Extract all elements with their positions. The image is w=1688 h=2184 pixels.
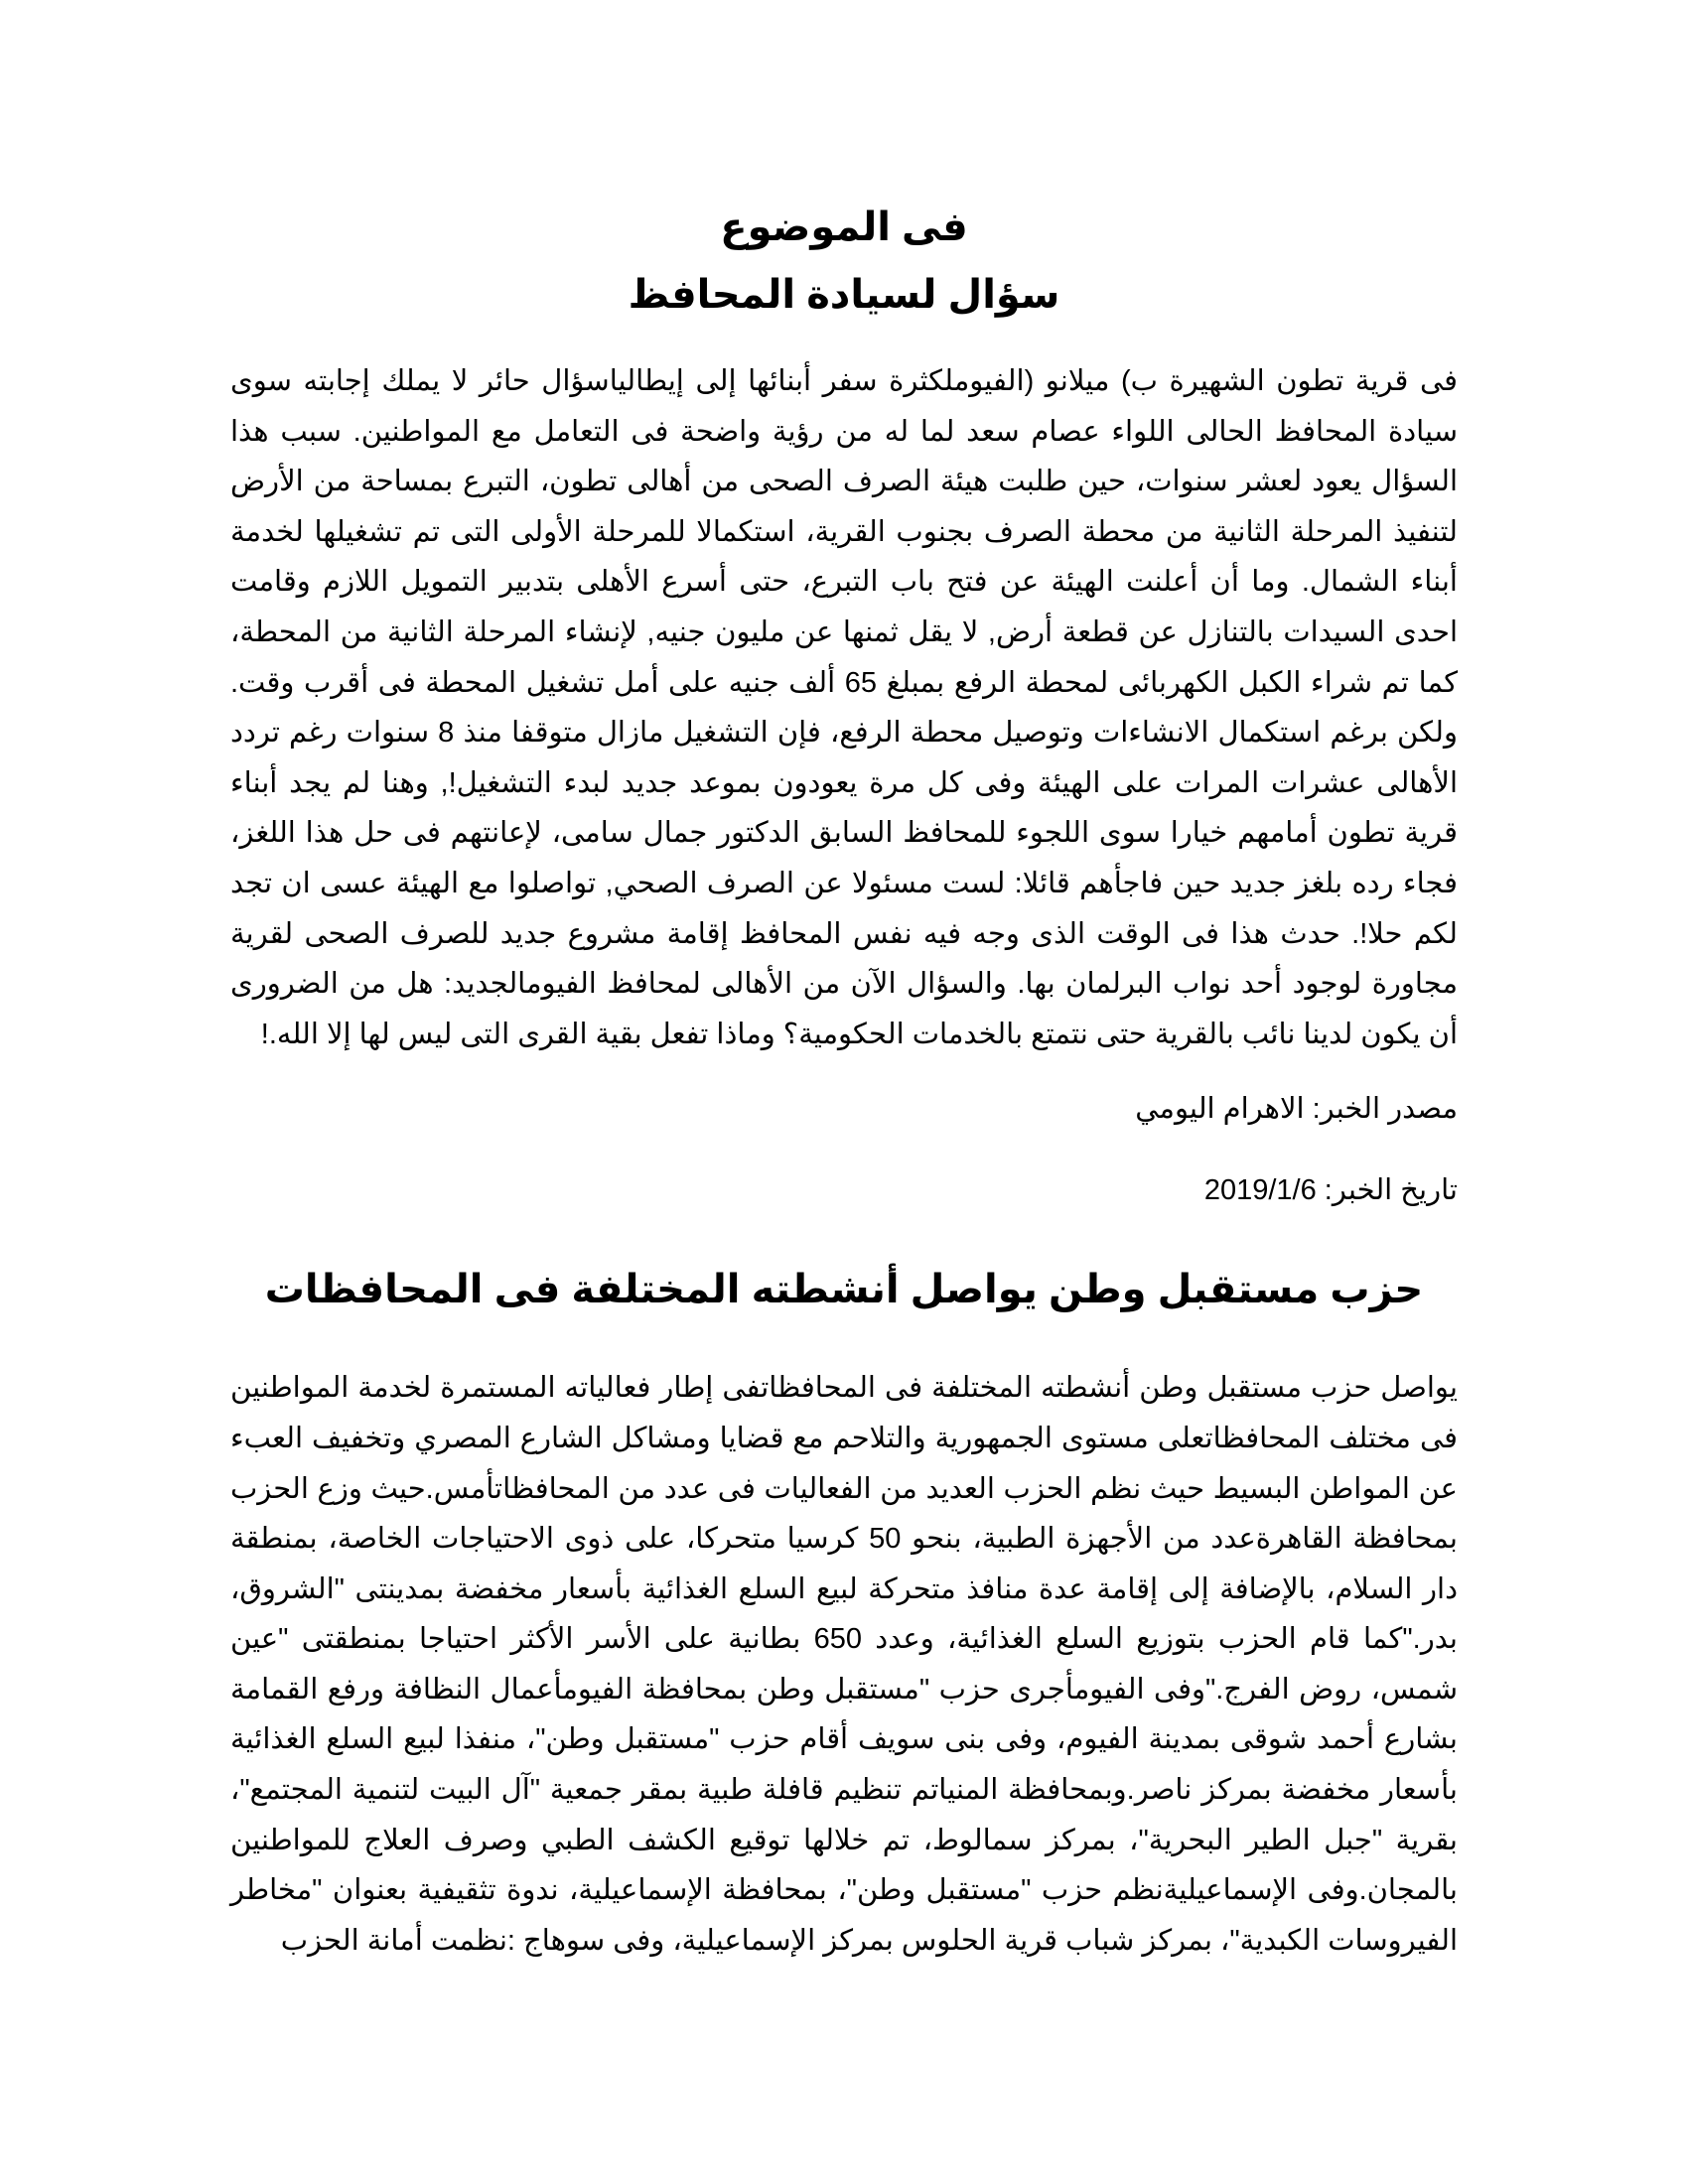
- news-date-value: 2019/1/6: [1203, 1174, 1317, 1207]
- article1-heading-line2: سؤال لسيادة المحافظ: [628, 273, 1060, 317]
- article1-heading-block: [230, 194, 1458, 329]
- article2-body: يواصل حزب مستقبل وطن أنشطته المختلفة فى المحافظاتفى إطار فعالياته المستمرة لخدمة المواطنين فى مختلف المحافظاتعلى مستوى الجمهورية والتلاحم مع قضايا ومشاكل الشارع المصري وتخفيف العبء عن المواطن البسيط حيث نظم الحزب العديد من الفعاليات فى عدد من المحافظاتأمس.حيث وزع الحزب بمحافظة القاهرةعدد من الأجهزة الطبية، بنحو 50 كرسيا متحركا، على ذوى الاحتياجات الخاصة، بمنطقة دار السلام، بالإضافة إلى إقامة عدة منافذ متحركة لبيع السلع الغذائية بأسعار مخفضة بمدينتى "الشروق، بدر."كما قام الحزب بتوزيع السلع الغذائية، وعدد 650 بطانية على الأسر الأكثر احتياجا بمنطقتى "عين شمس، روض الفرج."وفى الفيومأجرى حزب "مستقبل وطن بمحافظة الفيومأعمال النظافة ورفع القمامة بشارع أحمد شوقى بمدينة الفيوم، وفى بنى سويف أقام حزب "مستقبل وطن"، منفذا لبيع السلع الغذائية بأسعار مخفضة بمركز ناصر.وبمحافظة المنياتم تنظيم قافلة طبية بمقر جمعية "آل البيت لتنمية المجتمع"، بقرية "جبل الطير البحرية"، بمركز سمالوط، تم خلالها توقيع الكشف الطبي وصرف العلاج للمواطنين بالمجان.وفى الإسماعيليةنظم حزب "مستقبل وطن"، بمحافظة الإسماعيلية، ندوة تثقيفية بعنوان "مخاطر الفيروسات الكبدية"، بمركز شباب قرية الحلوس بمركز الإسماعيلية، وفى سوهاج :نظمت أمانة الحزب: [230, 1372, 1459, 1957]
- article1-heading-line1: فى الموضوع: [720, 205, 968, 249]
- news-date: [230, 1170, 1458, 1210]
- document-page: [230, 194, 1458, 1966]
- news-source-value: الاهرام اليومي: [1135, 1093, 1305, 1126]
- news-source-label: مصدر الخبر:: [1304, 1093, 1458, 1126]
- news-date-label: تاريخ الخبر:: [1316, 1174, 1458, 1207]
- article2-heading: حزب مستقبل وطن يواصل أنشطته المختلفة فى المحافظات: [264, 1268, 1424, 1312]
- news-source: [230, 1089, 1458, 1129]
- article1-body: فى قرية تطون الشهيرة ب) ميلانو (الفيوملكثرة سفر أبنائها إلى إيطالياسؤال حائر لا يملك إجابته سوى سيادة المحافظ الحالى اللواء عصام سعد لما له من رؤية واضحة فى التعامل مع المواطنين. سبب هذا السؤال يعود لعشر سنوات، حين طلبت هيئة الصرف الصحى من أهالى تطون، التبرع بمساحة من الأرض لتنفيذ المرحلة الثانية من محطة الصرف بجنوب القرية، استكمالا للمرحلة الأولى التى تم تشغيلها لخدمة أبناء الشمال. وما أن أعلنت الهيئة عن فتح باب التبرع، حتى أسرع الأهلى بتدبير التمويل اللازم وقامت احدى السيدات بالتنازل عن قطعة أرض, لا يقل ثمنها عن مليون جنيه, لإنشاء المرحلة الثانية من المحطة، كما تم شراء الكبل الكهربائى لمحطة الرفع بمبلغ 65 ألف جنيه على أمل تشغيل المحطة فى أقرب وقت. ولكن برغم استكمال الانشاءات وتوصيل محطة الرفع، فإن التشغيل مازال متوقفا منذ 8 سنوات رغم تردد الأهالى عشرات المرات على الهيئة وفى كل مرة يعودون بموعد جديد لبدء التشغيل!, وهنا لم يجد أبناء قرية تطون أمامهم خيارا سوى اللجوء للمحافظ السابق الدكتور جمال سامى، لإعانتهم فى حل هذا اللغز، فجاء رده بلغز جديد حين فاجأهم قائلا: لست مسئولا عن الصرف الصحي, تواصلوا مع الهيئة عسى ان تجد لكم حلا!. حدث هذا فى الوقت الذى وجه فيه نفس المحافظ إقامة مشروع جديد للصرف الصحى لقرية مجاورة لوجود أحد نواب البرلمان بها. والسؤال الآن من الأهالى لمحافظ الفيومالجديد: هل من الضرورى أن يكون لدينا نائب بالقرية حتى نتمتع بالخدمات الحكومية؟ وماذا تفعل بقية القرى التى ليس لها إلا الله.!: [230, 365, 1458, 1050]
